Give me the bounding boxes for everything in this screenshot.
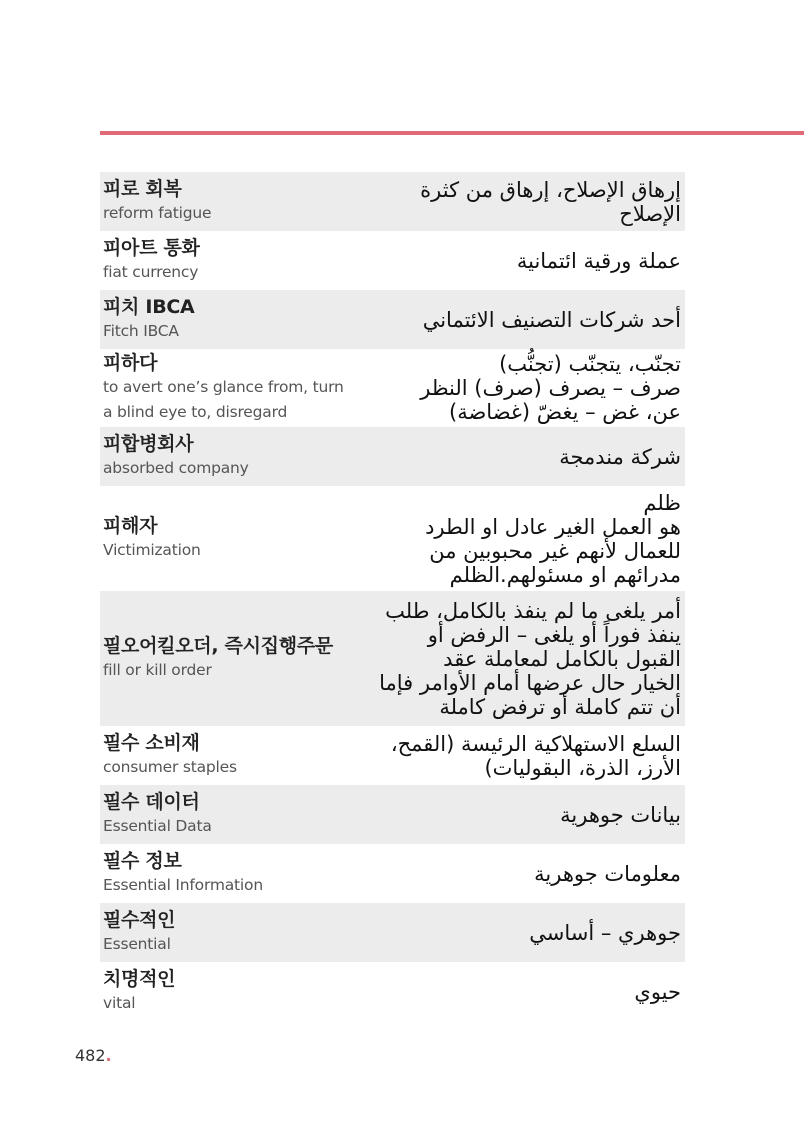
korean-term: 필오어킬오더, 즉시집행주문 bbox=[103, 635, 333, 657]
glossary-row bbox=[100, 172, 685, 231]
arabic-translation: أمر يلغى ما لم ينفذ بالكامل، طلب ينفذ فوراً أو يلغى – الرفض أو القبول بالكامل لمعاملة عقد الخيار حال عرضها أمام الأوامر فإما أن تتم كاملة أو ترفض كاملة bbox=[379, 598, 681, 719]
term-cell bbox=[103, 295, 194, 344]
glossary-row bbox=[100, 726, 685, 785]
english-term: absorbed company bbox=[103, 459, 249, 477]
glossary-table bbox=[100, 172, 685, 1021]
english-term: Victimization bbox=[103, 541, 201, 559]
arabic-translation: جوهري – أساسي bbox=[529, 920, 681, 945]
arabic-translation: أحد شركات التصنيف الائتماني bbox=[422, 307, 681, 332]
english-term: Fitch IBCA bbox=[103, 322, 179, 340]
arabic-translation: بيانات جوهرية bbox=[560, 802, 681, 827]
glossary-row bbox=[100, 844, 685, 903]
term-cell bbox=[103, 432, 249, 481]
korean-term: 피치 IBCA bbox=[103, 296, 195, 318]
term-cell bbox=[103, 634, 333, 683]
english-term: Essential bbox=[103, 935, 171, 953]
korean-term: 피아트 통화 bbox=[103, 237, 200, 259]
english-term: fill or kill order bbox=[103, 661, 212, 679]
english-term: consumer staples bbox=[103, 758, 237, 776]
korean-term: 피해자 bbox=[103, 515, 158, 537]
page-number bbox=[75, 1046, 112, 1065]
english-term: to avert one’s glance from, turn a blind eye to, disregard bbox=[103, 378, 344, 421]
glossary-row bbox=[100, 785, 685, 844]
glossary-row bbox=[100, 349, 685, 427]
korean-term: 치명적인 bbox=[103, 968, 176, 990]
term-cell bbox=[103, 849, 263, 898]
glossary-row bbox=[100, 962, 685, 1021]
term-cell bbox=[103, 351, 353, 425]
term-cell bbox=[103, 790, 212, 839]
arabic-translation: معلومات جوهرية bbox=[534, 861, 681, 886]
arabic-translation: عملة ورقية ائتمانية bbox=[516, 248, 681, 273]
glossary-row bbox=[100, 231, 685, 290]
korean-term: 필수 데이터 bbox=[103, 791, 200, 813]
term-cell bbox=[103, 177, 211, 226]
page-number-dot: . bbox=[105, 1046, 112, 1065]
korean-term: 피하다 bbox=[103, 352, 158, 374]
arabic-translation: إرهاق الإصلاح، إرهاق من كثرة الإصلاح bbox=[420, 177, 681, 226]
english-term: fiat currency bbox=[103, 263, 199, 281]
glossary-row bbox=[100, 903, 685, 962]
arabic-translation: ظلم هو العمل الغير عادل او الطرد للعمال لأنهم غير محبوبين من مدرائهم او مسئولهم.الظلم bbox=[425, 490, 681, 587]
korean-term: 필수 정보 bbox=[103, 850, 182, 872]
term-cell bbox=[103, 236, 200, 285]
page-number-value: 482 bbox=[75, 1046, 106, 1065]
term-cell bbox=[103, 967, 175, 1016]
korean-term: 피로 회복 bbox=[103, 178, 182, 200]
term-cell bbox=[103, 908, 175, 957]
arabic-translation: السلع الاستهلاكية الرئيسة (القمح، الأرز، الذرة، البقوليات) bbox=[390, 731, 681, 780]
header-accent-rule bbox=[100, 131, 804, 135]
term-cell bbox=[103, 731, 237, 780]
korean-term: 필수 소비재 bbox=[103, 732, 200, 754]
glossary-row bbox=[100, 290, 685, 349]
english-term: Essential Data bbox=[103, 817, 212, 835]
english-term: vital bbox=[103, 994, 136, 1012]
arabic-translation: شركة مندمجة bbox=[559, 444, 681, 469]
korean-term: 필수적인 bbox=[103, 909, 176, 931]
glossary-row bbox=[100, 486, 685, 591]
english-term: Essential Information bbox=[103, 876, 263, 894]
english-term: reform fatigue bbox=[103, 204, 212, 222]
arabic-translation: حيوي bbox=[634, 979, 681, 1004]
arabic-translation: تجنّب، يتجنّب (تجنُّب) صرف – يصرف (صرف) النظر عن، غض – يغضّ (غضاضة) bbox=[420, 352, 681, 424]
glossary-row bbox=[100, 427, 685, 486]
glossary-row bbox=[100, 591, 685, 726]
term-cell bbox=[103, 514, 201, 563]
korean-term: 피합병회사 bbox=[103, 433, 194, 455]
